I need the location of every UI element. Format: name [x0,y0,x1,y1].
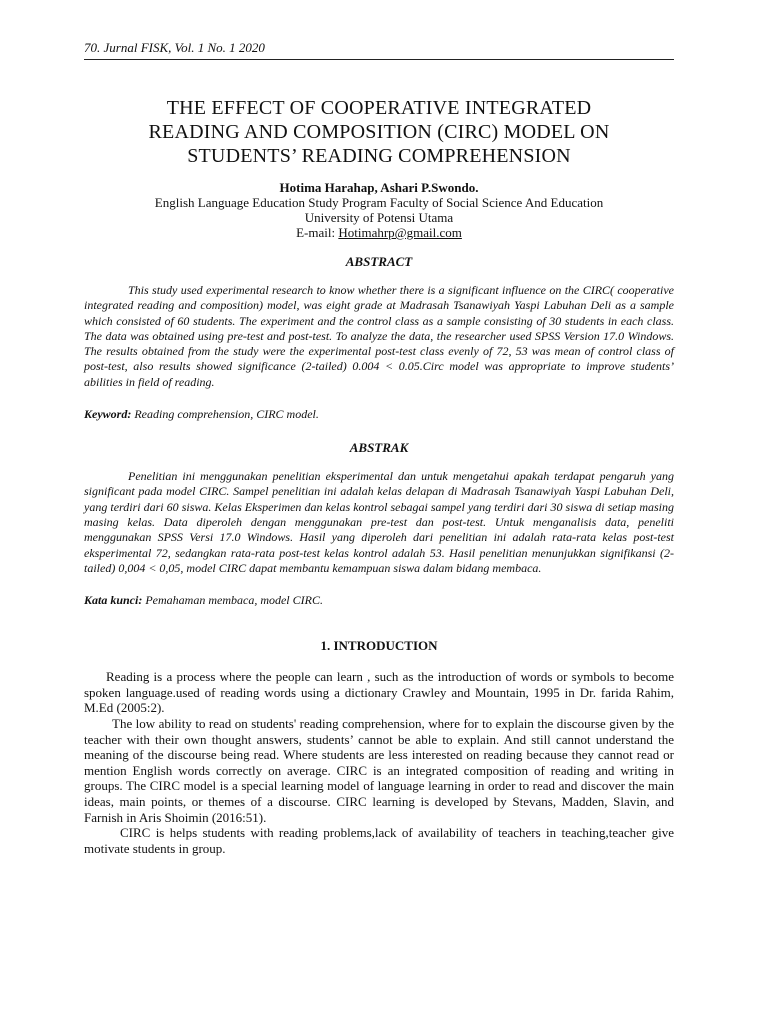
abstrak-body: Penelitian ini menggunakan penelitian eksperimental dan untuk mengetahui apakah terdapat pengaruh yang significant pada model CIRC. Sampel penelitian ini adalah kelas delapan di Madrasah Tsanawiyah Yaspi Labuhan Deli, yang terdiri dari 60 siswa. Kelas Eksperimen dan kelas kontrol sebagai sampel yang terdiri dari 30 siswa di setiap masing masing kelas. Data diperoleh dengan menggunakan pre-test dan post-test. Untuk menganalisis data, peneliti menggunakan SPSS Versi 17.0 Windows. Hasil yang diperoleh dari penelitian ini adalah rata-rata kelas post-test eksperimental 72, sedangkan rata-rata post-test kelas kontrol adalah 53. Hasil penelitian menunjukkan signifikansi (2-tailed) 0,004 < 0,05, model CIRC dapat membantu kemampuan siswa dalam bidang membaca. [84,469,674,575]
abstract-heading: ABSTRACT [345,254,413,269]
kata-kunci-line [84,593,674,608]
email-label: E-mail: [296,225,336,240]
title-line-3: STUDENTS’ READING COMPREHENSION [187,145,571,167]
introduction-heading: 1. INTRODUCTION [320,638,438,654]
intro-paragraph: Reading is a process where the people can learn , such as the introduction of words or symbols to become spoken language.used of reading words using a dictionary Crawley and Mountain, 1995 in Dr. farida Rahim, M.Ed (2005:2). [84,669,674,716]
intro-paragraph: CIRC is helps students with reading problems,lack of availability of teachers in teaching,teacher give motivate students in group. [84,825,674,856]
title-line-2: READING AND COMPOSITION (CIRC) MODEL ON [148,121,610,143]
kata-kunci-text: Pemahaman membaca, model CIRC. [145,593,323,608]
paper-page [84,40,674,856]
running-head: 70. Jurnal FISK, Vol. 1 No. 1 2020 [84,40,674,60]
intro-paragraph: The low ability to read on students' reading comprehension, where for to explain the discourse given by the teacher with their own thought answers, students’ cannot be able to explain. And still cannot understand the meaning of the discourse being read. Where students are less interested on reading because they cannot read or mention English words correctly on average. CIRC is an integrated composition of reading and writing in groups. The CIRC model is a special learning model of language learning in order to read and discover the main ideas, main points, or themes of a discourse. CIRC learning is developed by Stevans, Madden, Slavin, and Farnish in Aris Shoimin (2016:51). [84,715,674,825]
affiliation-line-1: English Language Education Study Program Faculty of Social Science And Education [154,195,604,210]
email-line [84,225,674,240]
keyword-label: Keyword: [84,407,132,422]
title-line-1: THE EFFECT OF COOPERATIVE INTEGRATED [166,97,592,119]
keyword-text: Reading comprehension, CIRC model. [134,407,319,422]
kata-kunci-label: Kata kunci: [84,593,143,608]
author-names: Hotima Harahap, Ashari P.Swondo. [279,180,479,195]
keyword-line [84,407,674,422]
affiliation-line-2: University of Potensi Utama [304,210,454,225]
email-link[interactable]: Hotimahrp@gmail.com [338,225,462,240]
paper-title [84,96,674,168]
abstrak-heading: ABSTRAK [349,440,409,456]
abstract-body: This study used experimental research to know whether there is a significant influence on the CIRC( cooperative integrated reading and composition) model, was eight grade at Madrasah Tsanawiyah Yaspi Labuhan Deli as a sample which consisted of 60 students. The experiment and the control class as a sample consisting of 30 students in each class. The data was obtained using pre-test and post-test. To analyze the data, the researcher used SPSS Version 17.0 Windows. The results obtained from the study were the experimental post-test class evenly of 72, 53 was mean of control class of post-test, also results showed significance (2-tailed) 0.004 < 0.05.Circ model was appropriate to improve students’ abilities in field of reading. [84,283,674,389]
